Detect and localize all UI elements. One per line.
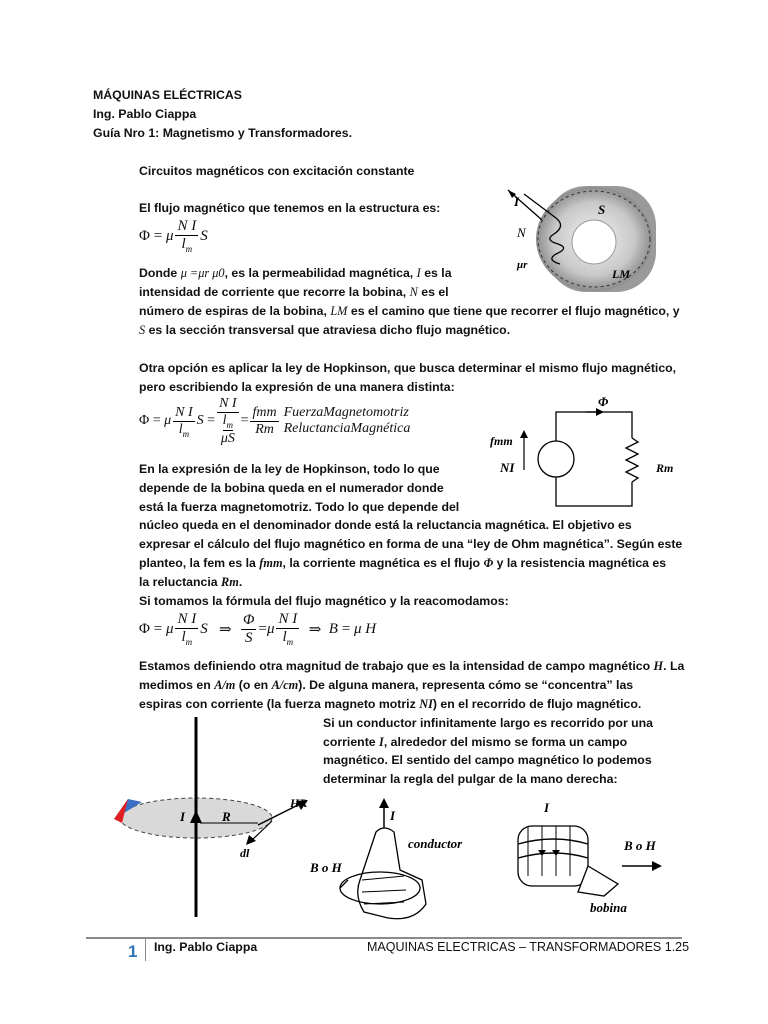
- doc-guide: Guía Nro 1: Magnetismo y Transformadores.: [93, 126, 352, 140]
- conductor-field-figure: [108, 715, 320, 920]
- doc-title: MÁQUINAS ELÉCTRICAS: [93, 88, 242, 102]
- equation-field-intensity: Φ = μ $\frac{\text{N I}}{l_m}$ S ⇒ $\frac{\Phi}{S}$ = μ $\frac{\text{N I}}{l_m}$ ⇒ B = μ H: [139, 611, 377, 647]
- footer-doc-title: MAQUINAS ELECTRICAS – TRANSFORMADORES 1.25: [367, 940, 690, 954]
- para3-l2: medimos en A/m (o en A/cm). De alguna manera, representa cómo se “concentra” las: [139, 678, 634, 692]
- coil-field-arrow: [652, 861, 662, 871]
- toroid-label-mu: μr: [517, 259, 528, 271]
- dl-arrow-head: [246, 835, 256, 845]
- para2-l7: la reluctancia Rm.: [139, 575, 243, 589]
- circuit-label-rm: Rm: [656, 461, 674, 475]
- para3-l3: espiras con corriente (la fuerza magneto motriz NI) en el recorrido de flujo magnético.: [139, 697, 642, 711]
- toroid-label-s: S: [598, 202, 606, 217]
- para1-line1: Donde μ =μr μ0, es la permeabilidad magnética, I es la: [139, 266, 452, 280]
- conductor-label-hr: HR: [290, 796, 308, 810]
- conductor-label-dl: dl: [240, 846, 250, 860]
- para1-line4: S es la sección transversal que atraviesa dicho flujo magnético.: [139, 323, 511, 337]
- para2-l8: Si tomamos la fórmula del flujo magnético y la reacomodamos:: [139, 594, 509, 608]
- right-hand-rule-figure: [304, 796, 684, 934]
- hand-label-conductor: conductor: [408, 836, 463, 851]
- section-title: Circuitos magnéticos con excitación constante: [139, 164, 415, 178]
- conductor-label-i: I: [180, 809, 186, 824]
- flux-arrow: [596, 408, 604, 416]
- fmm-arrow-head: [520, 430, 528, 438]
- hand-label-i1: I: [390, 808, 396, 823]
- para2-line2: pero escribiendo la expresión de una manera distinta:: [139, 380, 455, 394]
- toroid-label-i: I: [514, 194, 520, 209]
- para3-r4: determinar la regla del pulgar de la mano derecha:: [323, 772, 618, 786]
- hand-label-boh2: B o H: [624, 838, 656, 853]
- toroid-figure: [484, 182, 670, 302]
- hand-label-boh1: B o H: [310, 860, 342, 875]
- para3-r2: corriente I, alrededor del mismo se forma un campo: [323, 735, 628, 749]
- hand-label-i2: I: [544, 800, 550, 815]
- doc-author: Ing. Pablo Ciappa: [93, 107, 197, 121]
- footer-author: Ing. Pablo Ciappa: [154, 940, 258, 954]
- label-rm: ReluctanciaMagnética: [283, 421, 411, 437]
- para2-line1: Otra opción es aplicar la ley de Hopkinson, que busca determinar el mismo flujo magnético,: [139, 361, 677, 375]
- para2-l3: está la fuerza magnetomotriz. Todo lo que depende del: [139, 500, 460, 514]
- label-fmm: FuerzaMagnetomotriz: [283, 405, 409, 421]
- footer-page-number: 1: [128, 942, 138, 961]
- circuit-label-phi: Φ: [598, 394, 609, 409]
- thumb-current-arrow: [379, 798, 389, 808]
- hand-label-bobina: bobina: [590, 900, 627, 915]
- para3-r1: Si un conductor infinitamente largo es recorrido por una: [323, 716, 654, 730]
- para2-l2: depende de la bobina queda en el numerador donde: [139, 481, 444, 495]
- mmf-source: [538, 441, 574, 477]
- equation-hopkinson: Φ = μ $\frac{\text{N I}}{l_m}$ S = N I $l_m$ μS = $\frac{\text{fmm}}{Rm}$ FuerzaMagnetomotriz ReluctanciaMagnética: [139, 396, 411, 446]
- para3-l1: Estamos definiendo otra magnitud de trabajo que es la intensidad de campo magnético H. La: [139, 659, 685, 673]
- para2-l5: expresar el cálculo del flujo magnético en forma de una “ley de Ohm magnética”. Según este: [139, 537, 683, 551]
- magnetic-circuit-figure: [486, 392, 678, 514]
- para1-line2: intensidad de corriente que recorre la bobina, N es el: [139, 285, 449, 299]
- footer-divider: [145, 939, 146, 961]
- equation-flux: Φ = μ $\frac{\text{N I}}{l_m}$ S: [139, 218, 208, 254]
- para3-r3: magnético. El sentido del campo magnético lo podemos: [323, 753, 652, 767]
- toroid-label-lm: LM: [612, 267, 630, 281]
- conductor-label-r: R: [222, 809, 231, 824]
- toroid-hole: [572, 220, 616, 264]
- para1-intro: El flujo magnético que tenemos en la estructura es:: [139, 201, 441, 215]
- circuit-label-fmm: fmm: [490, 434, 513, 448]
- circuit-label-ni: NI: [500, 460, 515, 475]
- para1-line3: número de espiras de la bobina, LM es el camino que tiene que recorrer el flujo magnético, y: [139, 304, 680, 318]
- para2-l4: núcleo queda en el denominador donde está la reluctancia magnética. El objetivo es: [139, 518, 632, 532]
- para2-l1: En la expresión de la ley de Hopkinson, todo lo que: [139, 462, 440, 476]
- toroid-label-n: N: [517, 225, 526, 240]
- para2-l6: planteo, la fem es la fmm, la corriente magnética es el flujo Φ y la resistencia magnética es: [139, 556, 667, 570]
